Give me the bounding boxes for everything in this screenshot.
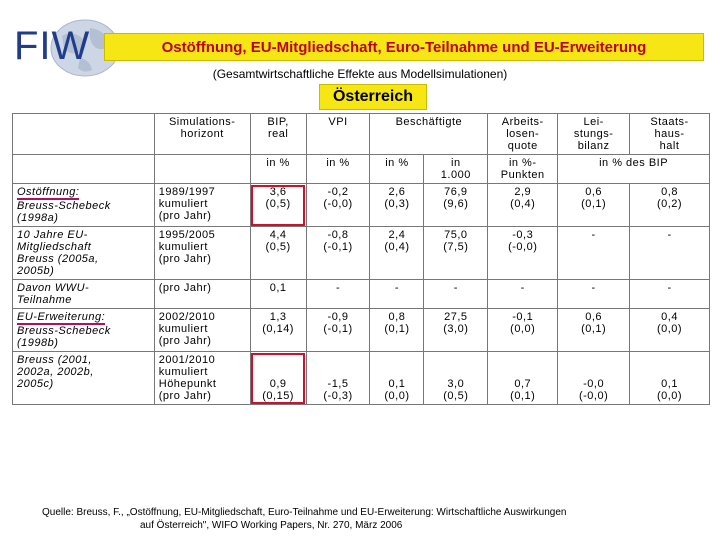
vpi-cell: -0,2 (-0,0) bbox=[306, 184, 370, 227]
study-name: Breuss-Schebeck (1998a) bbox=[17, 200, 111, 224]
unit-emp-abs: in 1.000 bbox=[424, 155, 488, 184]
budget-cell: - bbox=[630, 280, 710, 309]
current-account-cell: 0,6 (0,1) bbox=[558, 309, 630, 352]
header-unemployment: Arbeits- losen- quote bbox=[488, 114, 558, 155]
emp-abs-cell: 75,0 (7,5) bbox=[424, 227, 488, 280]
study-cell bbox=[13, 309, 155, 352]
page-title: Ostöffnung, EU-Mitgliedschaft, Euro-Teilnahme und EU-Erweiterung bbox=[104, 33, 704, 61]
unemployment-cell: - bbox=[488, 280, 558, 309]
header-budget: Staats- haus- halt bbox=[630, 114, 710, 155]
group-label-ostoeffnung: Ostöffnung: bbox=[17, 186, 80, 198]
current-account-cell: - bbox=[558, 227, 630, 280]
header-row bbox=[13, 114, 710, 155]
budget-cell: - bbox=[630, 227, 710, 280]
study-cell bbox=[13, 280, 155, 309]
unemployment-cell: -0,1 (0,0) bbox=[488, 309, 558, 352]
emp-pct-cell: 2,6 (0,3) bbox=[370, 184, 424, 227]
table-row bbox=[13, 227, 710, 280]
bip-cell: 3,6 (0,5) bbox=[250, 184, 306, 227]
unit-ca-budget: in % des BIP bbox=[558, 155, 710, 184]
results-table bbox=[12, 113, 710, 405]
header-horizon: Simulations- horizont bbox=[154, 114, 250, 155]
horizon-cell: (pro Jahr) bbox=[154, 280, 250, 309]
budget-cell: 0,1 (0,0) bbox=[630, 352, 710, 405]
unemployment-cell: 2,9 (0,4) bbox=[488, 184, 558, 227]
units-empty-2 bbox=[154, 155, 250, 184]
emp-pct-cell: 0,8 (0,1) bbox=[370, 309, 424, 352]
horizon-cell: 2002/2010 kumuliert (pro Jahr) bbox=[154, 309, 250, 352]
bip-cell: 4,4 (0,5) bbox=[250, 227, 306, 280]
country-label: Österreich bbox=[319, 84, 427, 110]
table-row bbox=[13, 309, 710, 352]
unemployment-cell: 0,7 (0,1) bbox=[488, 352, 558, 405]
header-bip: BIP, real bbox=[250, 114, 306, 155]
current-account-cell: 0,6 (0,1) bbox=[558, 184, 630, 227]
emp-pct-cell: 2,4 (0,4) bbox=[370, 227, 424, 280]
horizon-cell: 1995/2005 kumuliert (pro Jahr) bbox=[154, 227, 250, 280]
study-cell bbox=[13, 227, 155, 280]
study-cell: Breuss (2001, 2002a, 2002b, 2005c) bbox=[13, 352, 155, 405]
study-cell bbox=[13, 184, 155, 227]
header-vpi: VPI bbox=[306, 114, 370, 155]
budget-cell: 0,4 (0,0) bbox=[630, 309, 710, 352]
table-row bbox=[13, 352, 710, 405]
current-account-cell: -0,0 (-0,0) bbox=[558, 352, 630, 405]
source-line-1: Quelle: Breuss, F., „Ostöffnung, EU-Mitgliedschaft, Euro-Teilnahme und EU-Erweiterung: Wirtschaftliche Auswirkungen bbox=[42, 507, 567, 518]
header-empty bbox=[13, 114, 155, 155]
unemployment-cell: -0,3 (-0,0) bbox=[488, 227, 558, 280]
current-account-cell: - bbox=[558, 280, 630, 309]
header-employment: Beschäftigte bbox=[370, 114, 488, 155]
units-row bbox=[13, 155, 710, 184]
units-empty bbox=[13, 155, 155, 184]
unit-emp-pct: in % bbox=[370, 155, 424, 184]
emp-abs-cell: - bbox=[424, 280, 488, 309]
header-current-account: Lei- stungs- bilanz bbox=[558, 114, 630, 155]
emp-pct-cell: - bbox=[370, 280, 424, 309]
source-line-2: auf Österreich", WIFO Working Papers, Nr. 270, März 2006 bbox=[140, 520, 403, 531]
bip-cell: 1,3 (0,14) bbox=[250, 309, 306, 352]
horizon-cell: 1989/1997 kumuliert (pro Jahr) bbox=[154, 184, 250, 227]
vpi-cell: - bbox=[306, 280, 370, 309]
study-name: Breuss (2005a, 2005b) bbox=[17, 253, 99, 277]
page-subtitle: (Gesamtwirtschaftliche Effekte aus Modellsimulationen) bbox=[212, 67, 508, 81]
source-note bbox=[42, 506, 567, 532]
unit-unemployment: in %- Punkten bbox=[488, 155, 558, 184]
vpi-cell: -0,8 (-0,1) bbox=[306, 227, 370, 280]
emp-abs-cell: 3,0 (0,5) bbox=[424, 352, 488, 405]
horizon-cell: 2001/2010 kumuliert Höhepunkt (pro Jahr) bbox=[154, 352, 250, 405]
study-name: Breuss-Schebeck (1998b) bbox=[17, 325, 111, 349]
group-label-eu-membership: 10 Jahre EU- Mitgliedschaft bbox=[17, 229, 92, 253]
budget-cell: 0,8 (0,2) bbox=[630, 184, 710, 227]
logo-text: FIW bbox=[14, 24, 91, 68]
table-row bbox=[13, 184, 710, 227]
unit-bip: in % bbox=[250, 155, 306, 184]
emp-abs-cell: 27,5 (3,0) bbox=[424, 309, 488, 352]
emp-abs-cell: 76,9 (9,6) bbox=[424, 184, 488, 227]
group-label-eu-enlargement: EU-Erweiterung: bbox=[17, 311, 106, 323]
bip-cell: 0,9 (0,15) bbox=[250, 352, 306, 405]
emp-pct-cell: 0,1 (0,0) bbox=[370, 352, 424, 405]
bip-cell: 0,1 bbox=[250, 280, 306, 309]
table-row bbox=[13, 280, 710, 309]
group-label-wwu: Davon WWU- Teilnahme bbox=[17, 282, 90, 306]
vpi-cell: -0,9 (-0,1) bbox=[306, 309, 370, 352]
vpi-cell: -1,5 (-0,3) bbox=[306, 352, 370, 405]
unit-vpi: in % bbox=[306, 155, 370, 184]
